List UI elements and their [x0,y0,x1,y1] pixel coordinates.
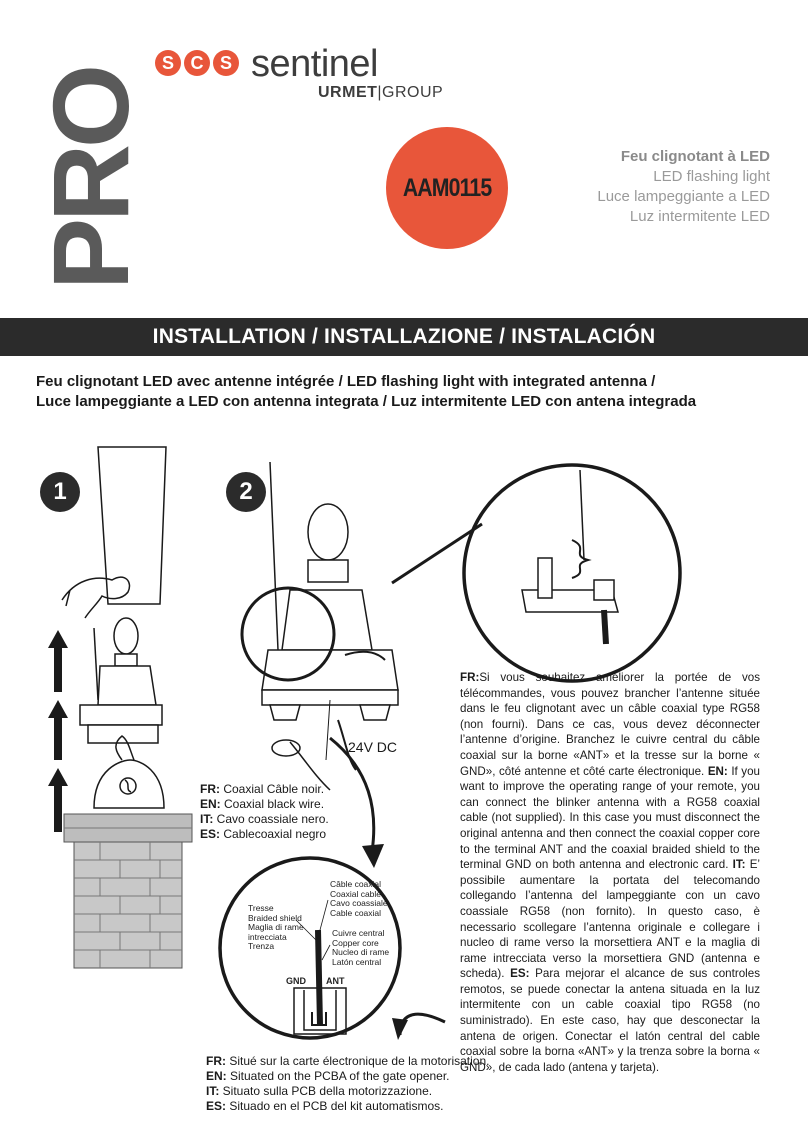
subtitle-line-2: Luce lampeggiante a LED con antenna integrata / Luz intermitente LED con antena integrada [36,393,697,410]
pcb-caption [206,1054,489,1114]
lang-code: IT: [200,812,214,826]
lang-code: FR: [206,1054,226,1068]
label-line: Trenza [248,941,275,951]
lang-code-es: ES: [510,967,530,981]
brand-group-bold: URMET [318,84,378,101]
product-name-en: LED flashing light [653,168,770,185]
label-line: Coaxial cable [330,888,382,899]
step-1-badge: 1 [40,472,80,512]
pcb-caption-en [206,1069,489,1084]
product-code: AAM0115 [402,173,492,202]
lang-code: ES: [200,827,221,841]
caption-text: Situated on the PCBA of the gate opener. [226,1069,450,1083]
caption-text: Cablecoaxial negro [220,827,327,841]
cable-caption-es [200,827,329,842]
caption-text: Situé sur la carte électronique de la motorisation. [226,1054,490,1068]
cable-caption-fr [200,782,329,797]
label-shield [248,904,304,952]
pcb-caption-es [206,1099,489,1114]
label-line: Maglia di rame [248,922,304,932]
section-banner: INSTALLATION / INSTALLAZIONE / INSTALACIÓN [0,318,808,356]
label-line: Braided shield [248,912,302,923]
label-copper-core [332,929,389,967]
label-line: intrecciata [248,931,287,942]
caption-text: Situado en el PCB del kit automatismos. [226,1099,444,1113]
instructions-it: E’ possibile aumentare la portata del telecomando collegando l’antenna del lampeggiante con un cavo coassiale RG58 (non fornito). In questo caso, è necessario scollegare l’antenna originale e collegare i nucleo di rame verso la morsettiera ANT e la maglia di rame intrecciata verso la morsettiera GND (antenna e scheda). [460,858,760,981]
lang-code-fr: FR: [460,671,480,684]
label-line: Câble coaxial [330,879,382,889]
arrow-head-icon [392,1018,408,1040]
label-line: Nucleo di rame [332,947,390,957]
label-line: Cavo coassiale [330,898,388,908]
cable-caption [200,782,329,842]
brand-letter-c: C [184,50,210,76]
lang-code-en: EN: [707,764,728,778]
product-name-it: Luce lampeggiante a LED [597,188,770,205]
label-gnd: GND [286,976,306,986]
label-ant: ANT [326,976,345,986]
brand-letter-s2: S [213,50,239,76]
brand-word: sentinel [251,43,378,85]
arrow-head-icon [362,844,384,868]
lang-code: FR: [200,782,220,796]
brand-letter-s1: S [155,50,181,76]
voltage-label: 24V DC [348,739,398,755]
lang-code: IT: [206,1084,220,1098]
caption-text: Situato sulla PCB della motorizzazione. [219,1084,433,1098]
step-2-badge: 2 [226,472,266,512]
label-line: Latón central [332,956,382,967]
instructions-en: If you want to improve the operating range of your remote, you can connect the blinker antenna with a RG58 coaxial cable (not supplied). In this case you must disconnect the original antenna and then connect the coaxial copper core to the terminal ANT and the coaxial braided shield to the terminal GND on both antenna and electronic card. [460,764,761,872]
lang-code: ES: [206,1099,227,1113]
product-name-es: Luz intermitente LED [629,208,770,225]
cable-caption-it [200,812,329,827]
instructions-es: Para mejorar el alcance de sus controles remotos, se puede conectar la antena situada en la luz intermitente con un cable coaxial tipo RG58 (no suministrado). En este caso, hay que desconectar la antena de origen. Conectar el latón central del cable coaxial sobre la borna «ANT» y la trenza sobre la borna « GND», de cada lado (antena y tarjeta). [460,967,760,1074]
label-coaxial-cable [330,880,388,918]
brand-group: URMET|GROUP [318,84,444,101]
side-title-text: PRO [30,67,151,290]
caption-text: Coaxial black wire. [220,797,325,811]
label-line: Cuivre central [332,928,385,938]
product-name-fr: Feu clignotant à LED [620,148,770,165]
brand-group-rest: GROUP [382,84,444,101]
pcb-caption-fr [206,1054,489,1069]
lang-code-it: IT: [732,858,746,872]
subtitle-line-1: Feu clignotant LED avec antenne intégrée / LED flashing light with integrated antenna / [36,373,656,390]
lang-code: EN: [206,1069,227,1083]
label-line: Cable coaxial [330,907,382,918]
caption-text: Coaxial Câble noir. [220,782,325,796]
instructions-fr: Si vous souhaitez améliorer la portée de vos télécommandes, vous pouvez brancher l’antenne située dans le feu clignotant avec un câble coaxial type RG58 (non fourni). Dans ce cas, vous devez déconnecter l’antenne d’origine. Branchez le cuivre central du câble coaxial sur la borne «ANT» et la tresse sur la borne « GND», côté antenne et côté carte électronique. [460,671,760,778]
label-line: Copper core [332,937,379,948]
caption-text: Cavo coassiale nero. [213,812,329,826]
lang-code: EN: [200,797,221,811]
instructions-text [460,670,760,1075]
cable-caption-en [200,797,329,812]
label-line: Tresse [248,903,274,913]
pcb-caption-it [206,1084,489,1099]
